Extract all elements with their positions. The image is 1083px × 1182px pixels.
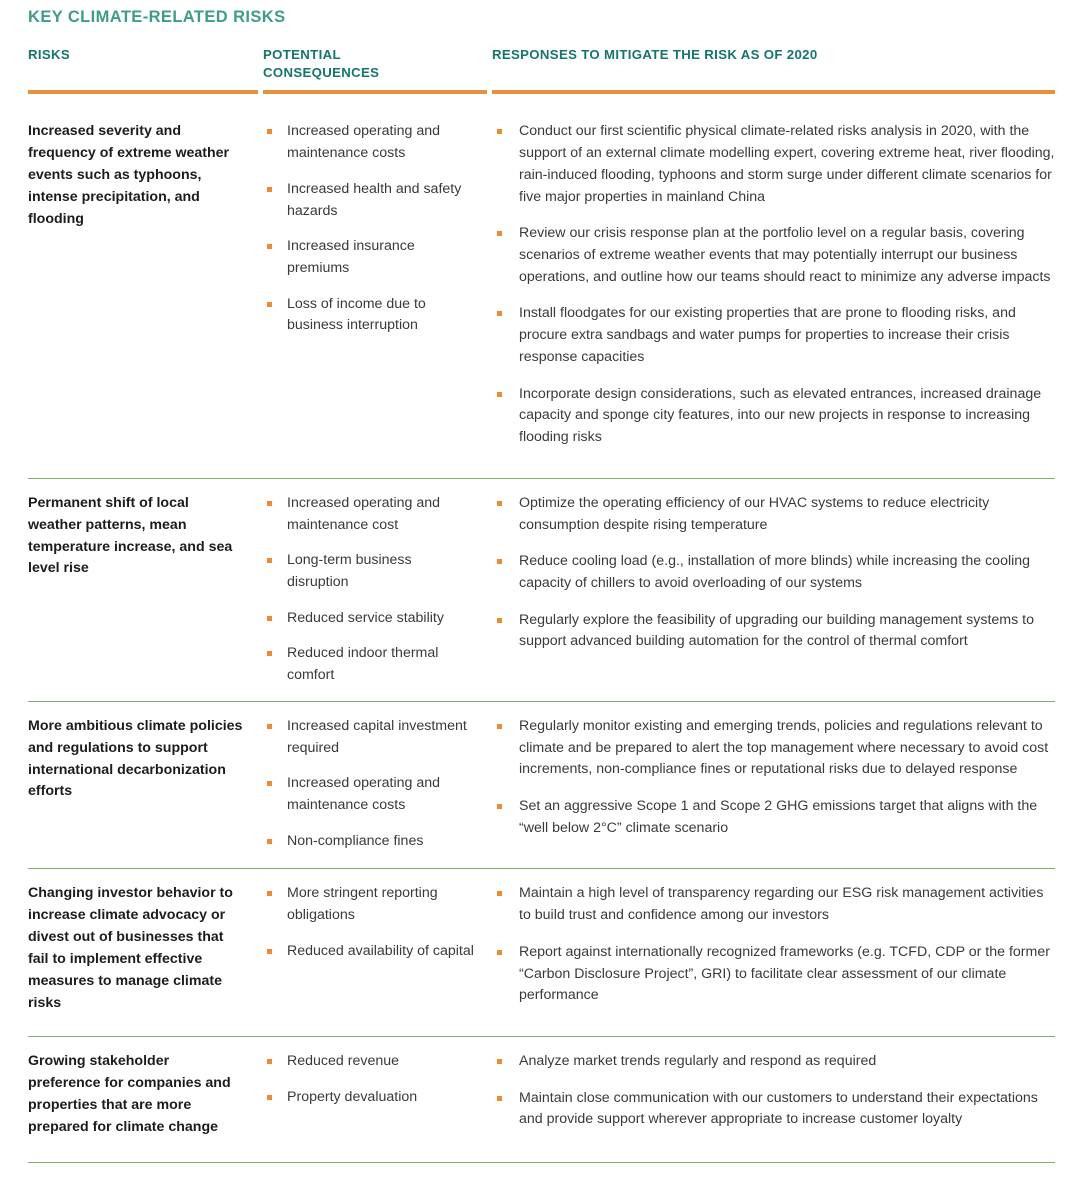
bullet-square-icon xyxy=(497,129,502,134)
consequence-text: Increased insurance premiums xyxy=(287,238,415,277)
bullet-square-icon xyxy=(497,804,502,809)
risk-cell xyxy=(28,1051,263,1138)
response-item xyxy=(492,796,1055,839)
response-item xyxy=(492,1051,1055,1073)
consequence-text: Increased operating and maintenance costs xyxy=(287,123,441,162)
consequence-text: Reduced availability of capital xyxy=(287,942,474,959)
responses-list xyxy=(492,883,1055,1007)
risk-cell xyxy=(28,716,263,803)
bullet-square-icon xyxy=(497,618,502,623)
responses-list xyxy=(492,121,1055,448)
risk-cell xyxy=(28,121,263,230)
table-row xyxy=(28,869,1055,1036)
bullet-square-icon xyxy=(267,616,272,621)
consequences-cell xyxy=(263,493,492,687)
response-text: Set an aggressive Scope 1 and Scope 2 GHG emissions target that aligns with the “well below 2°C” climate scenario xyxy=(519,797,1038,836)
header-rule-segment-risks xyxy=(28,90,258,94)
bullet-square-icon xyxy=(497,231,502,236)
consequence-item xyxy=(263,121,474,164)
response-text: Review our crisis response plan at the portfolio level on a regular basis, covering scenarios of extreme weather events that may potentially interrupt our business operations, and outline how our teams should react to minimize any adverse impacts xyxy=(519,225,1051,285)
column-header-consequences xyxy=(263,46,492,82)
bullet-square-icon xyxy=(267,839,272,844)
response-text: Regularly monitor existing and emerging trends, policies and regulations relevant to climate and be prepared to alert the top management where necessary to avoid cost increments, non-compliance fines or reputational risks due to delayed response xyxy=(519,717,1049,778)
response-text: Regularly explore the feasibility of upgrading our building management systems to support advanced building automation for the control of thermal comfort xyxy=(519,611,1034,650)
response-text: Optimize the operating efficiency of our HVAC systems to reduce electricity consumption despite rising temperature xyxy=(519,494,990,533)
column-header-consequences-line2: CONSEQUENCES xyxy=(263,65,380,81)
responses-list xyxy=(492,1051,1055,1131)
table-row xyxy=(28,1037,1055,1160)
bullet-square-icon xyxy=(267,129,272,134)
risk-text: More ambitious climate policies and regulations to support international decarbonization efforts xyxy=(28,717,243,800)
header-rule-segment-responses xyxy=(492,90,1055,94)
consequence-item xyxy=(263,1087,474,1109)
response-text: Maintain a high level of transparency regarding our ESG risk management activities to build trust and confidence among our investors xyxy=(519,885,1044,924)
consequences-list xyxy=(263,883,474,962)
consequence-text: Reduced revenue xyxy=(287,1053,400,1069)
response-text: Analyze market trends regularly and respond as required xyxy=(519,1053,877,1069)
table-header-row xyxy=(28,46,1055,90)
bullet-square-icon xyxy=(267,781,272,786)
consequences-cell xyxy=(263,883,492,962)
consequence-item xyxy=(263,294,474,337)
consequence-text: Reduced service stability xyxy=(287,609,444,626)
consequence-text: More stringent reporting obligations xyxy=(287,885,438,924)
bullet-square-icon xyxy=(497,724,502,729)
bullet-square-icon xyxy=(497,1059,502,1064)
consequence-text: Increased operating and maintenance costs xyxy=(287,775,441,813)
responses-cell xyxy=(492,493,1055,668)
bullet-square-icon xyxy=(267,1059,272,1064)
table-row xyxy=(28,107,1055,477)
bullet-square-icon xyxy=(497,392,502,397)
responses-cell xyxy=(492,716,1055,855)
response-item xyxy=(492,223,1055,288)
column-header-consequences-line1: POTENTIAL xyxy=(263,47,341,62)
bullet-square-icon xyxy=(267,651,272,656)
response-item xyxy=(492,493,1055,536)
climate-risks-table xyxy=(28,46,1055,1160)
responses-list xyxy=(492,493,1055,653)
responses-cell xyxy=(492,1051,1055,1146)
risk-text: Permanent shift of local weather patterns, mean temperature increase, and sea level rise xyxy=(28,494,233,577)
response-item xyxy=(492,384,1055,449)
consequences-list xyxy=(263,493,474,687)
response-text: Install floodgates for our existing properties that are prone to flooding risks, and procure extra sandbags and water pumps for properties to increase their crisis response capacities xyxy=(519,305,1016,365)
responses-cell xyxy=(492,121,1055,463)
consequence-item xyxy=(263,883,474,926)
response-text: Report against internationally recognized frameworks (e.g. TCFD, CDP or the former “Carbon Disclosure Project”, GRI) to facilitate clear assessment of our climate performance xyxy=(519,943,1050,1004)
response-item xyxy=(492,942,1055,1007)
response-item xyxy=(492,1088,1055,1131)
consequence-item xyxy=(263,831,474,853)
consequences-list xyxy=(263,1051,474,1108)
column-header-risks-label: RISKS xyxy=(28,47,71,62)
bullet-square-icon xyxy=(267,724,272,729)
consequence-item xyxy=(263,608,474,630)
consequence-item xyxy=(263,773,474,816)
column-header-responses xyxy=(492,46,1055,64)
table-bottom-divider xyxy=(28,1162,1055,1163)
consequence-item xyxy=(263,236,474,279)
bullet-square-icon xyxy=(497,311,502,316)
bullet-square-icon xyxy=(267,302,272,307)
consequence-text: Property devaluation xyxy=(287,1088,418,1105)
bullet-square-icon xyxy=(267,891,272,896)
risk-cell xyxy=(28,883,263,1014)
bullet-square-icon xyxy=(267,244,272,249)
consequence-item xyxy=(263,550,474,593)
column-header-risks xyxy=(28,46,263,64)
bullet-square-icon xyxy=(267,501,272,506)
bullet-square-icon xyxy=(267,949,272,954)
consequences-cell xyxy=(263,121,492,337)
risk-cell xyxy=(28,493,263,580)
risk-text: Growing stakeholder preference for companies and properties that are more prepared for climate change xyxy=(28,1053,231,1135)
consequence-text: Increased operating and maintenance cost xyxy=(287,494,441,533)
header-rule-segment-consequences xyxy=(263,90,487,94)
bullet-square-icon xyxy=(497,559,502,564)
consequence-text: Long-term business disruption xyxy=(287,552,412,590)
bullet-square-icon xyxy=(497,891,502,896)
consequences-list xyxy=(263,716,474,853)
table-row xyxy=(28,702,1055,869)
consequences-cell xyxy=(263,1051,492,1108)
consequence-item xyxy=(263,493,474,536)
response-item xyxy=(492,121,1055,208)
consequence-text: Non-compliance fines xyxy=(287,832,424,849)
response-item xyxy=(492,303,1055,368)
response-item xyxy=(492,883,1055,926)
response-text: Incorporate design considerations, such as elevated entrances, increased drainage capacity and sponge city features, into our new projects in response to increasing flooding risks xyxy=(519,385,1042,446)
header-rule-orange xyxy=(28,90,1055,94)
bullet-square-icon xyxy=(497,1096,502,1101)
consequence-item xyxy=(263,716,474,759)
bullet-square-icon xyxy=(267,1095,272,1100)
consequence-item xyxy=(263,1051,474,1073)
table-body xyxy=(28,107,1055,1160)
risk-text: Increased severity and frequency of extreme weather events such as typhoons, intense precipitation, and flooding xyxy=(28,123,230,227)
response-text: Reduce cooling load (e.g., installation of more blinds) while increasing the cooling capacity of chillers to avoid overloading of our systems xyxy=(519,553,1031,591)
risk-text: Changing investor behavior to increase climate advocacy or divest out of businesses that fail to implement effective measures to manage climate risks xyxy=(28,885,233,1011)
response-item xyxy=(492,716,1055,781)
consequence-item xyxy=(263,179,474,222)
consequence-item xyxy=(263,643,474,686)
bullet-square-icon xyxy=(267,187,272,192)
page-title: KEY CLIMATE-RELATED RISKS xyxy=(28,8,286,26)
bullet-square-icon xyxy=(267,558,272,563)
consequence-text: Loss of income due to business interruption xyxy=(287,295,426,334)
response-item xyxy=(492,551,1055,594)
consequences-cell xyxy=(263,716,492,853)
bullet-square-icon xyxy=(497,950,502,955)
consequence-item xyxy=(263,941,474,963)
response-text: Maintain close communication with our customers to understand their expectations and provide support wherever appropriate to increase customer loyalty xyxy=(519,1089,1038,1128)
consequences-list xyxy=(263,121,474,337)
consequence-text: Increased capital investment required xyxy=(287,717,467,756)
consequence-text: Reduced indoor thermal comfort xyxy=(287,645,439,684)
responses-list xyxy=(492,716,1055,840)
consequence-text: Increased health and safety hazards xyxy=(287,180,462,219)
response-text: Conduct our first scientific physical climate-related risks analysis in 2020, with the support of an external climate modelling expert, covering extreme heat, river flooding, rain-induced flooding, typhoons and storm surge under different climate scenarios for five major properties in mainland China xyxy=(519,123,1055,205)
response-item xyxy=(492,610,1055,653)
table-row xyxy=(28,479,1055,701)
responses-cell xyxy=(492,883,1055,1022)
column-header-responses-label: RESPONSES TO MITIGATE THE RISK AS OF 2020 xyxy=(492,47,818,62)
bullet-square-icon xyxy=(497,501,502,506)
